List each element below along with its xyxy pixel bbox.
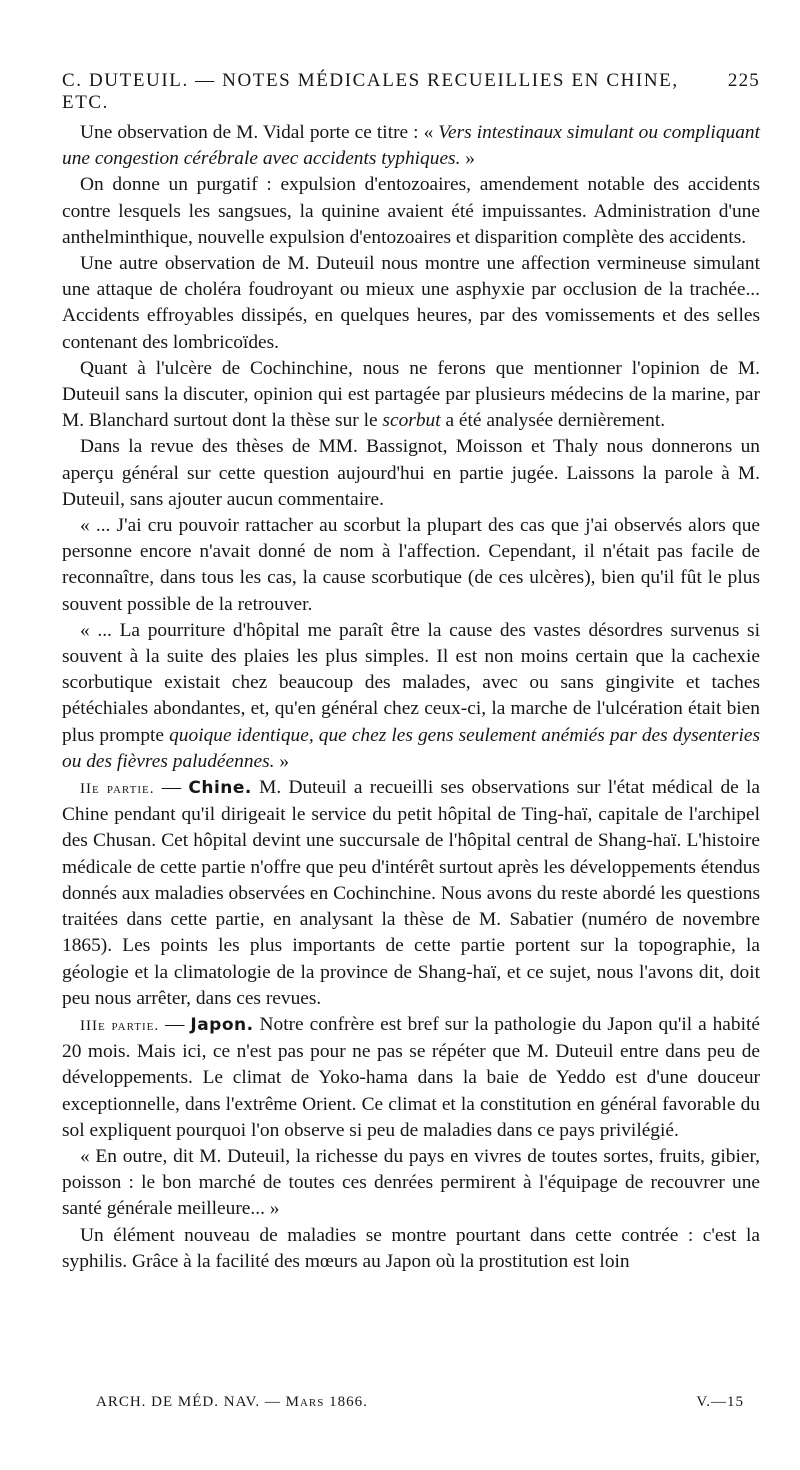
text-segment: IIe partie. — [80, 781, 155, 798]
text-segment: « ... La pourriture d'hôpital me paraît être la cause des vastes désordres survenus si souvent à la suite des plaies les plus simples. Il est non moins certain que la cachexie scorbutique existait chez beaucoup des malades, avec ou sans gingivite et taches pétéchiales abondantes, et, qu'en général chez ceux-ci, la marche de l'ulcération était bien plus prompte — [62, 619, 760, 746]
text-segment: Notre confrère est bref sur la pathologie du Japon qu'il a habité 20 mois. Mais ici, ce n'est pas pour ne pas se répéter que M. Duteuil entre dans peu de développements. Le climat de Yoko-hama dans la baie de Yeddo est d'une douceur exceptionnelle, dans l'extrême Orient. Ce climat et la constitution en général favorable du sol expliquent pourquoi l'on observe si peu de maladies dans ce pays privilégié. — [62, 1013, 760, 1141]
text-segment: M. Duteuil a recueilli ses observations sur l'état médical de la Chine pendant qu'il dirigeait le service du petit hôpital de Ting-haï, capitale de l'archipel des Chusan. Cet hôpital devint une succursale de l'hôpital central de Shang-haï. L'histoire médicale de cette partie n'offre que peu d'intérêt surtout après les développements étendus donnés aux maladies observées en Cochinchine. Nous avons du reste abordé les questions traitées dans cette partie, en analysant la thèse de M. Sabatier (numéro de novembre 1865). Les points les plus importants de cette partie portent sur la topographie, la géologie et la climatologie de la province de Shang-haï, et ce sujet, nous l'avons dit, doit peu nous arrêter, dans ces revues. — [62, 777, 760, 1009]
text-segment: Japon. — [190, 1014, 254, 1035]
text-segment: Chine. — [188, 778, 252, 799]
paragraph — [62, 1223, 760, 1275]
paragraph — [62, 356, 760, 435]
text-segment: » — [274, 750, 290, 772]
text-segment: Vers intestinaux simulant ou compliquant une congestion cérébrale avec accidents typhiques. — [62, 122, 760, 170]
text-segment: Quant à l'ulcère de Cochinchine, nous ne ferons que mentionner l'opinion de M. Duteuil sans la discuter, opinion qui est partagée par plusieurs médecins de la marine, par M. Blanchard surtout dont la thèse sur le — [62, 357, 760, 432]
paragraph — [62, 775, 760, 1012]
text-segment: Une observation de M. Vidal porte ce titre : « — [80, 122, 439, 143]
text-segment: IIIe partie. — [80, 1017, 160, 1034]
text-segment: « ... J'ai cru pouvoir rattacher au scorbut la plupart des cas que j'ai observés alors que personne encore n'avait donné de nom à l'affection. Cependant, il n'était pas facile de reconnaître, dans tous les cas, la cause scorbutique (de ces ulcères), bien qu'il fût le plus souvent possible de la retrouver. — [62, 515, 760, 615]
body-text — [62, 120, 760, 1275]
footer-journal: ARCH. DE MÉD. NAV. — Mars 1866. — [96, 1394, 368, 1410]
text-segment: » — [460, 148, 475, 170]
text-segment: « En outre, dit M. Duteuil, la richesse du pays en vivres de toutes sortes, fruits, gibier, poisson : le bon marché de toutes ces denrées permirent à l'équipage de recouvrer une santé générale meilleure... » — [62, 1145, 760, 1220]
text-segment: On donne un purgatif : expulsion d'entozoaires, amendement notable des accidents contre lesquels les sangsues, la quinine avaient été impuissantes. Administration d'une anthelminthique, nouvelle expulsion d'entozoaires et disparition complète des accidents. — [62, 174, 760, 248]
text-segment: Dans la revue des thèses de MM. Bassignot, Moisson et Thaly nous donnerons un aperçu général sur cette question aujourd'hui en partie jugée. Laissons la parole à M. Duteuil, sans ajouter aucun commentaire. — [62, 436, 760, 510]
text-segment: Un élément nouveau de maladies se montre pourtant dans cette contrée : c'est la syphilis. Grâce à la facilité des mœurs au Japon où la prostitution est loin — [62, 1224, 760, 1272]
paragraph — [62, 618, 760, 775]
paragraph — [62, 513, 760, 618]
text-segment: a été analysée dernièrement. — [440, 410, 666, 432]
footer-signature: V.—15 — [696, 1394, 744, 1410]
text-segment: — — [159, 1013, 191, 1035]
paragraph — [62, 172, 760, 251]
running-head — [62, 70, 760, 114]
text-segment: quoique identique, que chez les gens seulement anémiés par des dysenteries ou des fièvres paludéennes. — [62, 724, 761, 772]
text-segment: Une autre observation de M. Duteuil nous montre une affection vermineuse simulant une attaque de choléra foudroyant ou mieux une asphyxie par occlusion de la trachée... Accidents effroyables dissipés, en quelques heures, par des vomissements et des selles contenant des lombricoïdes. — [62, 253, 760, 353]
paragraph — [62, 251, 760, 356]
paragraph — [62, 120, 760, 172]
paragraph — [62, 1012, 760, 1144]
page-number: 225 — [727, 70, 760, 91]
paragraph — [62, 1144, 760, 1223]
paragraph — [62, 434, 760, 513]
text-segment: — — [154, 777, 189, 799]
text-segment: scorbut — [382, 410, 441, 432]
running-head-title: C. DUTEUIL. — NOTES MÉDICALES RECUEILLIES EN CHINE, ETC. — [62, 70, 679, 113]
page-footer — [96, 1394, 744, 1411]
